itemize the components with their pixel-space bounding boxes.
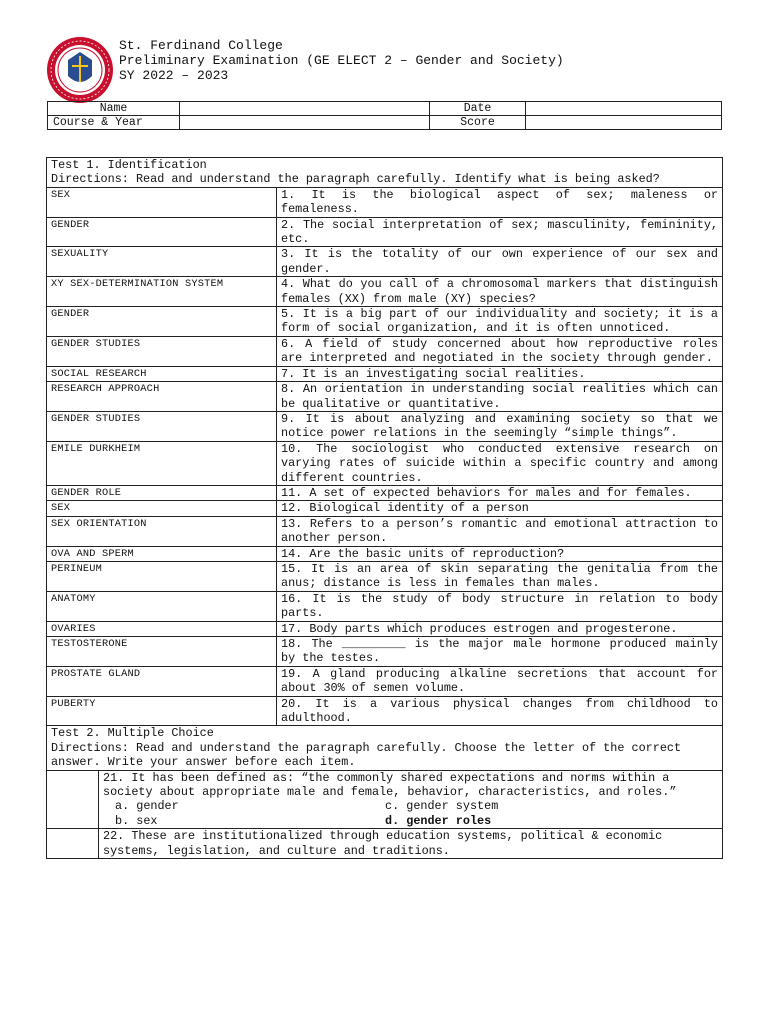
option-a: a. gender (115, 799, 179, 814)
identification-row (47, 187, 723, 217)
question-cell: 20. It is a various physical changes from childhood to adulthood. (277, 696, 723, 726)
identification-row (47, 307, 723, 337)
school-year: SY 2022 – 2023 (119, 68, 229, 83)
identification-row (47, 366, 723, 381)
answer-cell[interactable]: ANATOMY (47, 591, 277, 621)
question-cell: 16. It is the study of body structure in relation to body parts. (277, 591, 723, 621)
answer-cell[interactable]: GENDER ROLE (47, 485, 277, 500)
question-22-cell (99, 829, 723, 859)
name-field[interactable] (180, 102, 430, 116)
course-year-label: Course & Year (48, 116, 180, 130)
question-cell: 7. It is an investigating social realities. (277, 366, 723, 381)
answer-cell[interactable]: PUBERTY (47, 696, 277, 726)
question-21-text: 21. It has been defined as: “the commonly shared expectations and norms within a society about appropriate male and female, behavior, characteristics, and roles.” (103, 770, 677, 800)
identification-row (47, 411, 723, 441)
date-field[interactable] (526, 102, 722, 116)
option-b: b. sex (115, 813, 158, 828)
question-cell: 4. What do you call of a chromosomal markers that distinguish females (XX) from male (XY) species? (277, 277, 723, 307)
identification-row (47, 336, 723, 366)
identification-row (47, 277, 723, 307)
answer-cell[interactable]: OVARIES (47, 621, 277, 636)
exam-title: Preliminary Examination (GE ELECT 2 – Gender and Society) (119, 53, 564, 68)
question-21-options (103, 799, 718, 828)
question-cell: 9. It is about analyzing and examining society so that we notice power relations in the seemingly “simple things”. (277, 411, 723, 441)
identification-row (47, 441, 723, 485)
question-cell: 3. It is the totality of our own experience of our sex and gender. (277, 247, 723, 277)
test2-header-row (47, 726, 723, 770)
answer-cell[interactable]: GENDER STUDIES (47, 411, 277, 441)
question-cell: 10. The sociologist who conducted extensive research on varying rates of suicide within a specific country and among different countries. (277, 441, 723, 485)
question-cell: 5. It is a big part of our individuality and society; it is a form of social organization, and it is often unnoticed. (277, 307, 723, 337)
identification-row (47, 666, 723, 696)
college-seal-icon (46, 36, 114, 104)
identification-row (47, 501, 723, 516)
question-cell: 6. A field of study concerned about how reproductive roles are interpreted and negotiated in the society through gender. (277, 336, 723, 366)
answer-cell[interactable]: SEX ORIENTATION (47, 516, 277, 546)
question-cell: 15. It is an area of skin separating the genitalia from the anus; distance is less in females than males. (277, 561, 723, 591)
question-cell: 14. Are the basic units of reproduction? (277, 546, 723, 561)
answer-cell[interactable]: SOCIAL RESEARCH (47, 366, 277, 381)
question-cell: 18. The _________ is the major male hormone produced mainly by the testes. (277, 637, 723, 667)
question-cell: 19. A gland producing alkaline secretions that account for about 30% of semen volume. (277, 666, 723, 696)
school-name: St. Ferdinand College (119, 38, 283, 53)
answer-cell[interactable]: PROSTATE GLAND (47, 666, 277, 696)
test1-header (47, 158, 723, 188)
student-info-table (47, 101, 722, 130)
multiple-choice-row (47, 770, 723, 829)
identification-row (47, 485, 723, 500)
question-cell: 17. Body parts which produces estrogen and progesterone. (277, 621, 723, 636)
answer-cell[interactable]: GENDER (47, 307, 277, 337)
identification-row (47, 516, 723, 546)
question-cell: 1. It is the biological aspect of sex; maleness or femaleness. (277, 187, 723, 217)
question-cell: 11. A set of expected behaviors for males and for females. (277, 485, 723, 500)
identification-row (47, 591, 723, 621)
score-label: Score (430, 116, 526, 130)
answer-cell[interactable]: RESEARCH APPROACH (47, 382, 277, 412)
school-header (119, 38, 564, 83)
identification-row (47, 637, 723, 667)
answer-cell[interactable]: SEX (47, 187, 277, 217)
identification-row (47, 382, 723, 412)
identification-row (47, 546, 723, 561)
multiple-choice-row (47, 829, 723, 859)
question-22-text: 22. These are institutionalized through education systems, political & economic systems, legislation, and culture and traditions. (103, 829, 663, 858)
identification-row (47, 217, 723, 247)
answer-cell[interactable]: TESTOSTERONE (47, 637, 277, 667)
answer-cell[interactable]: EMILE DURKHEIM (47, 441, 277, 485)
answer-cell[interactable]: SEXUALITY (47, 247, 277, 277)
identification-row (47, 247, 723, 277)
test2-header (47, 726, 723, 770)
exam-table (46, 157, 723, 859)
identification-row (47, 561, 723, 591)
name-label: Name (48, 102, 180, 116)
question-21-cell (99, 770, 723, 829)
option-d: d. gender roles (385, 813, 492, 828)
score-field[interactable] (526, 116, 722, 130)
test2-directions: Directions: Read and understand the paragraph carefully. Choose the letter of the correct answer. Write your answer before each item. (51, 740, 682, 770)
question-cell: 8. An orientation in understanding social realities which can be qualitative or quantitative. (277, 382, 723, 412)
answer-blank[interactable] (47, 829, 99, 859)
answer-cell[interactable]: GENDER STUDIES (47, 336, 277, 366)
answer-cell[interactable]: SEX (47, 501, 277, 516)
option-c: c. gender system (385, 799, 499, 814)
answer-cell[interactable]: GENDER (47, 217, 277, 247)
identification-row (47, 621, 723, 636)
test1-title: Test 1. Identification (51, 158, 207, 172)
question-cell: 12. Biological identity of a person (277, 501, 723, 516)
test2-title: Test 2. Multiple Choice (51, 726, 214, 741)
date-label: Date (430, 102, 526, 116)
course-year-field[interactable] (180, 116, 430, 130)
test1-header-row (47, 158, 723, 188)
answer-cell[interactable]: PERINEUM (47, 561, 277, 591)
answer-cell[interactable]: XY SEX-DETERMINATION SYSTEM (47, 277, 277, 307)
question-cell: 2. The social interpretation of sex; masculinity, femininity, etc. (277, 217, 723, 247)
identification-row (47, 696, 723, 726)
answer-cell[interactable]: OVA AND SPERM (47, 546, 277, 561)
question-cell: 13. Refers to a person’s romantic and emotional attraction to another person. (277, 516, 723, 546)
answer-blank[interactable] (47, 770, 99, 829)
test1-directions: Directions: Read and understand the paragraph carefully. Identify what is being asked? (51, 172, 660, 187)
